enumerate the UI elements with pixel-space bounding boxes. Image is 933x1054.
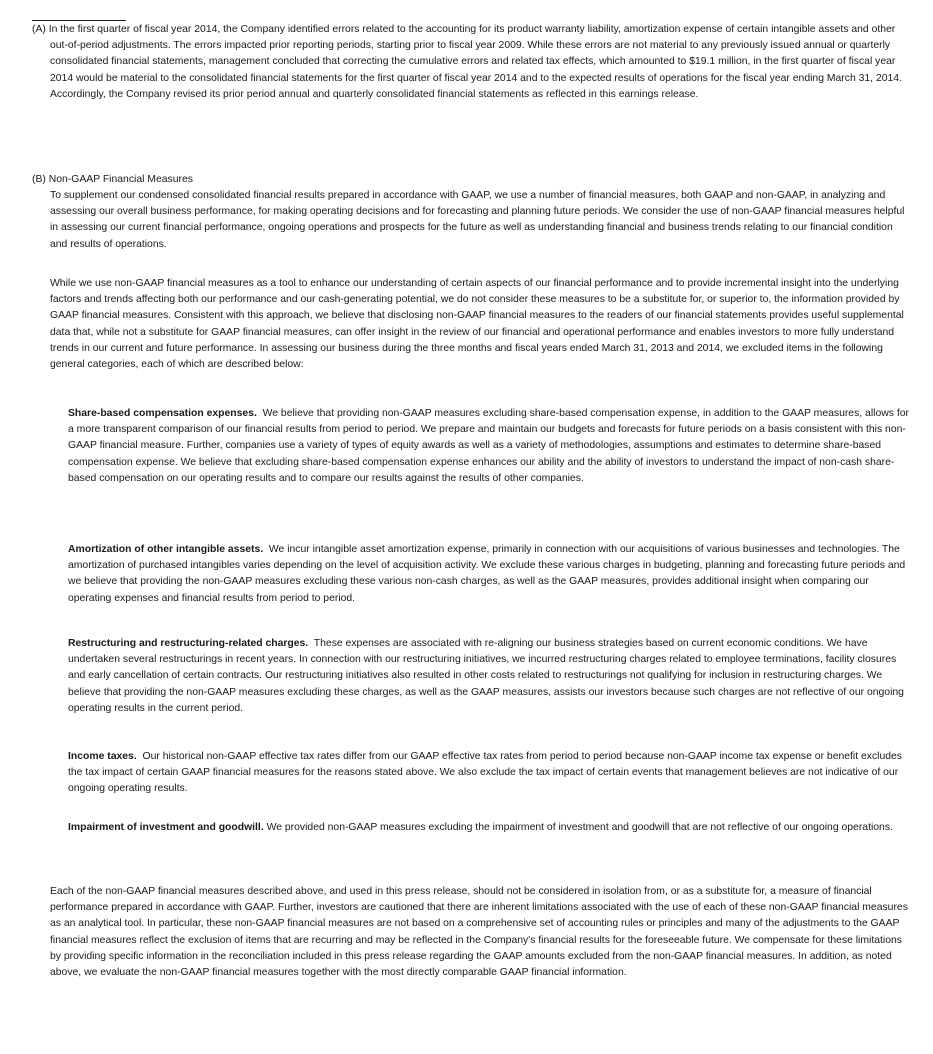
category-restructuring: [68, 636, 910, 717]
category-amortization: [68, 542, 910, 607]
category-text: We incur intangible asset amortization expense, primarily in connection with our acquisitions of various businesses and technologies. The amortization of purchased intangibles varies depending on the level of acquisition activity. We exclude these various charges in budgeting, planning and forecasting future periods and we believe that providing the non-GAAP measures excluding these various non-cash charges, as well as the GAAP measures, provides additional insight when comparing our operating expenses and financial results from period to period.: [68, 544, 906, 604]
category-income-taxes: [68, 749, 910, 798]
category-title: Restructuring and restructuring-related charges.: [68, 638, 309, 649]
paragraph-text: While we use non-GAAP financial measures as a tool to enhance our understanding of certain aspects of our financial performance and to provide incremental insight into the underlying factors and trends affecting both our performance and our cash-generating potential, we do not consider these measures to be a substitute for, or superior to, the information provided by GAAP financial measures. Consistent with this approach, we believe that disclosing non-GAAP financial measures to the readers of our financial statements provides useful supplemental data that, while not a substitute for GAAP financial measures, can offer insight in the review of our financial and operational performance and enables investors to more fully understand trends in our current and future performance. In assessing our business during the three months and fiscal years ended March 31, 2013 and 2014, we excluded items in the following general categories, each of which are described below:: [50, 278, 904, 371]
footnote-a-text: In the first quarter of fiscal year 2014, the Company identified errors related to the accounting for its product warranty liability, amortization expense of certain intangible assets and other out-of-period adjustments. The errors impacted prior reporting periods, starting prior to fiscal year 2009. While these errors are not material to any previously issued annual or quarterly consolidated financial statements, management concluded that correcting the cumulative errors and related tax effects, which amounted to $19.1 million, in the first quarter of fiscal year 2014 would be material to the consolidated financial statements for the first quarter of fiscal year 2014 and to the expected results of operations for the fiscal year ending March 31, 2014. Accordingly, the Company revised its prior period annual and quarterly consolidated financial statements as reflected in this earnings release.: [48, 24, 902, 100]
category-text: These expenses are associated with re-aligning our business strategies based on current economic conditions. We have undertaken several restructurings in recent years. In connection with our restructuring initiatives, we incurred restructuring charges related to employee terminations, facility closures and early cancellation of certain contracts. Our restructuring initiatives also resulted in other costs related to restructurings not qualifying for inclusion in restructuring charges. We believe that providing the non-GAAP measures excluding these charges, as well as the GAAP measures, assists our investors because such charges are not reflective of our ongoing operating results in the current period.: [68, 638, 904, 714]
category-text: We provided non-GAAP measures excluding the impairment of investment and goodwill that are not reflective of our ongoing operations.: [266, 822, 893, 833]
footnote-divider: [32, 20, 126, 21]
footnote-b-heading: [32, 172, 912, 188]
category-title: Income taxes.: [68, 751, 137, 762]
paragraph-text: Each of the non-GAAP financial measures described above, and used in this press release, should not be considered in isolation from, or as a substitute for, a measure of financial performance prepared in accordance with GAAP. Further, investors are cautioned that there are inherent limitations associated with the use of each of these non-GAAP financial measures as an analytical tool. In particular, these non-GAAP financial measures are not based on a comprehensive set of accounting rules or principles and many of the adjustments to the GAAP financial measures reflect the exclusion of items that are recurring and may be reflected in the Company's financial results for the foreseeable future. We compensate for these limitations by providing specific information in the reconciliation included in this press release regarding the GAAP amounts excluded from the non-GAAP financial measures. In addition, as noted above, we evaluate the non-GAAP financial measures together with the most directly comparable GAAP financial information.: [50, 886, 908, 979]
non-gaap-paragraph-2: [32, 276, 912, 373]
non-gaap-paragraph-1: [32, 188, 912, 253]
category-impairment: [68, 820, 910, 836]
section-heading: (B) Non-GAAP Financial Measures: [32, 174, 193, 185]
category-title: Share-based compensation expenses.: [68, 408, 257, 419]
category-title: Amortization of other intangible assets.: [68, 544, 264, 555]
footnote-a: [32, 22, 912, 103]
category-text: Our historical non-GAAP effective tax rates differ from our GAAP effective tax rates from period to period because non-GAAP income tax expense or benefit excludes the tax impact of certain GAAP financial measures for the reasons stated above. We also exclude the tax impact of certain events that management believes are not indicative of our ongoing operating results.: [68, 751, 903, 795]
footnote-a-label: (A): [32, 24, 46, 35]
closing-paragraph: [32, 884, 912, 981]
category-title: Impairment of investment and goodwill.: [68, 822, 264, 833]
category-share-based-compensation: [68, 406, 910, 487]
category-text: We believe that providing non-GAAP measures excluding share-based compensation expense, in addition to the GAAP measures, allows for a more transparent comparison of our financial results from period to period. We prepare and maintain our budgets and forecasts for future periods on a basis consistent with this non-GAAP financial measure. Further, companies use a variety of types of equity awards as well as a variety of methodologies, assumptions and estimates to determine share-based compensation expense. We believe that excluding share-based compensation expense enhances our ability and the ability of investors to understand the impact of non-cash share-based compensation on our operating results and to compare our results against the results of other companies.: [68, 408, 909, 484]
paragraph-text: To supplement our condensed consolidated financial results prepared in accordance with GAAP, we use a number of financial measures, both GAAP and non-GAAP, in analyzing and assessing our overall business performance, for making operating decisions and for forecasting and planning future periods. We consider the use of non-GAAP financial measures helpful in assessing our current financial performance, ongoing operations and prospects for the future as well as understanding financial and business trends relating to our financial condition and results of operations.: [50, 190, 905, 250]
